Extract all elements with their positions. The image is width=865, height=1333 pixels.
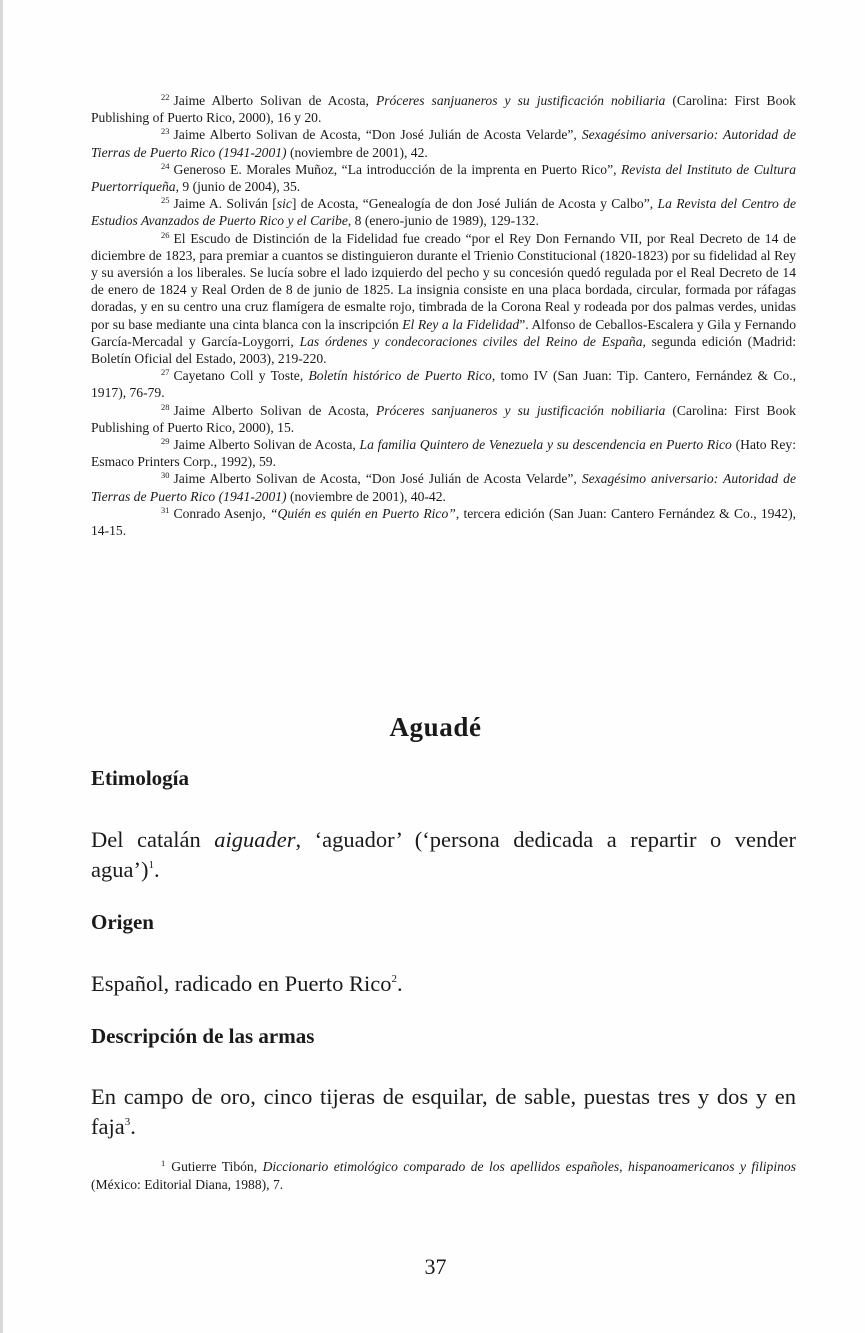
- footnote-number: 29: [161, 436, 170, 447]
- footnote-31: $^{31}$ Conrado Asenjo, “Quién es quién en Puerto Rico”, tercera edición (San Juan: Cantero Fernández & Co., 1942), 14-15.: [91, 504, 796, 539]
- section-title: Aguadé: [389, 712, 482, 742]
- footnote-ref: 3: [124, 1116, 131, 1128]
- footnote-number: 30: [161, 470, 170, 481]
- footnote-29: $^{29}$ Jaime Alberto Solivan de Acosta, La familia Quintero de Venezuela y su descendencia en Puerto Rico (Hato Rey: Esmaco Printers Corp., 1992), 59.: [91, 436, 796, 470]
- footnote-28: $^{28}$ Jaime Alberto Solivan de Acosta, Próceres sanjuaneros y su justificación nobiliaria (Carolina: First Book Publishing of Puerto Rico, 2000), 15.: [91, 401, 796, 435]
- footnote-22: $^{22}$ Jaime Alberto Solivan de Acosta, Próceres sanjuaneros y su justificación nobiliaria (Carolina: First Book Publishing of Puerto Rico, 2000), 16 y 20.: [91, 92, 796, 126]
- etimologia-text: Del catalán aiguader, ‘aguador’ (‘persona dedicada a repartir o vender agua’)$^1$.: [91, 827, 796, 882]
- footnote-number: 27: [161, 367, 170, 378]
- footnote-number: 23: [161, 126, 170, 137]
- footnote-number: 24: [161, 160, 170, 171]
- footnote-ref: 2: [391, 973, 398, 985]
- origen-text: Español, radicado en Puerto Rico$^2$.: [91, 971, 403, 996]
- footnote-number: 28: [161, 401, 170, 412]
- footnote-number: 31: [161, 504, 170, 515]
- footnote-1: $^1$ Gutierre Tibón, Diccionario etimológico comparado de los apellidos españoles, hispanoamericanos y filipinos (México: Editorial Diana, 1988), 7.: [91, 1158, 796, 1192]
- footnote-ref: 1: [148, 859, 154, 871]
- footnotes-continued: [91, 92, 796, 539]
- footnote-number: 1: [161, 1158, 166, 1168]
- footnote-number: 22: [161, 92, 170, 102]
- footnote-number: 26: [161, 229, 170, 240]
- armas-text: En campo de oro, cinco tijeras de esquilar, de sable, puestas tres y dos y en faja$^3$.: [91, 1084, 796, 1139]
- footnote-24: $^{24}$ Generoso E. Morales Muñoz, “La introducción de la imprenta en Puerto Rico”, Revista del Instituto de Cultura Puertorriqueña, 9 (junio de 2004), 35.: [91, 160, 796, 195]
- footnote-30: $^{30}$ Jaime Alberto Solivan de Acosta, “Don José Julián de Acosta Velarde”, Sexagésimo aniversario: Autoridad de Tierras de Puerto Rico (1941-2001) (noviembre de 2001), 40-42.: [91, 470, 797, 504]
- footnote-25: $^{25}$ Jaime A. Soliván [sic] de Acosta, “Genealogía de don José Julián de Acosta y Calbo”, La Revista del Centro de Estudios Avanzados de Puerto Rico y el Caribe, 8 (enero-junio de 1989), 129-132.: [91, 195, 797, 229]
- heading-armas: Descripción de las armas: [91, 1024, 315, 1048]
- footnote-26: $^{26}$ El Escudo de Distinción de la Fidelidad fue creado “por el Rey Don Fernando VII, por Real Decreto de 14 de diciembre de 1823, para premiar a cuantos se distinguieron durante el Trienio Constitucional (1820-1823) por su fidelidad al Rey y su aversión a los liberales. Se lucía sobre el lado izquierdo del pecho y su concesión quedó regulada por el Real Decreto de 14 de enero de 1824 y Real Orden de 8 de junio de 1825. La insignia consiste en una placa bordada, circular, formada por ráfagas doradas, y en su centro una cruz flamígera de esmalte rojo, timbrada de la Corona Real y rodeada por dos palmas verdes, unidas por su base mediante una cinta blanca con la inscripción El Rey a la Fidelidad”. Alfonso de Ceballos-Escalera y Gila y Fernando García-Mercadal y García-Loygorri, Las órdenes y condecoraciones civiles del Reino de España, segunda edición (Madrid: Boletín Oficial del Estado, 2003), 219-220.: [91, 229, 797, 367]
- page-number: 37: [424, 1254, 447, 1279]
- heading-origen: Origen: [91, 910, 154, 934]
- footnote-27: $^{27}$ Cayetano Coll y Toste, Boletín histórico de Puerto Rico, tomo IV (San Juan: Tip. Cantero, Fernández & Co., 1917), 76-79.: [91, 367, 796, 401]
- heading-etimologia: Etimología: [91, 766, 189, 790]
- footnote-23: $^{23}$ Jaime Alberto Solivan de Acosta, “Don José Julián de Acosta Velarde”, Sexagésimo aniversario: Autoridad de Tierras de Puerto Rico (1941-2001) (noviembre de 2001), 42.: [91, 126, 797, 160]
- footnote-number: 25: [161, 195, 170, 206]
